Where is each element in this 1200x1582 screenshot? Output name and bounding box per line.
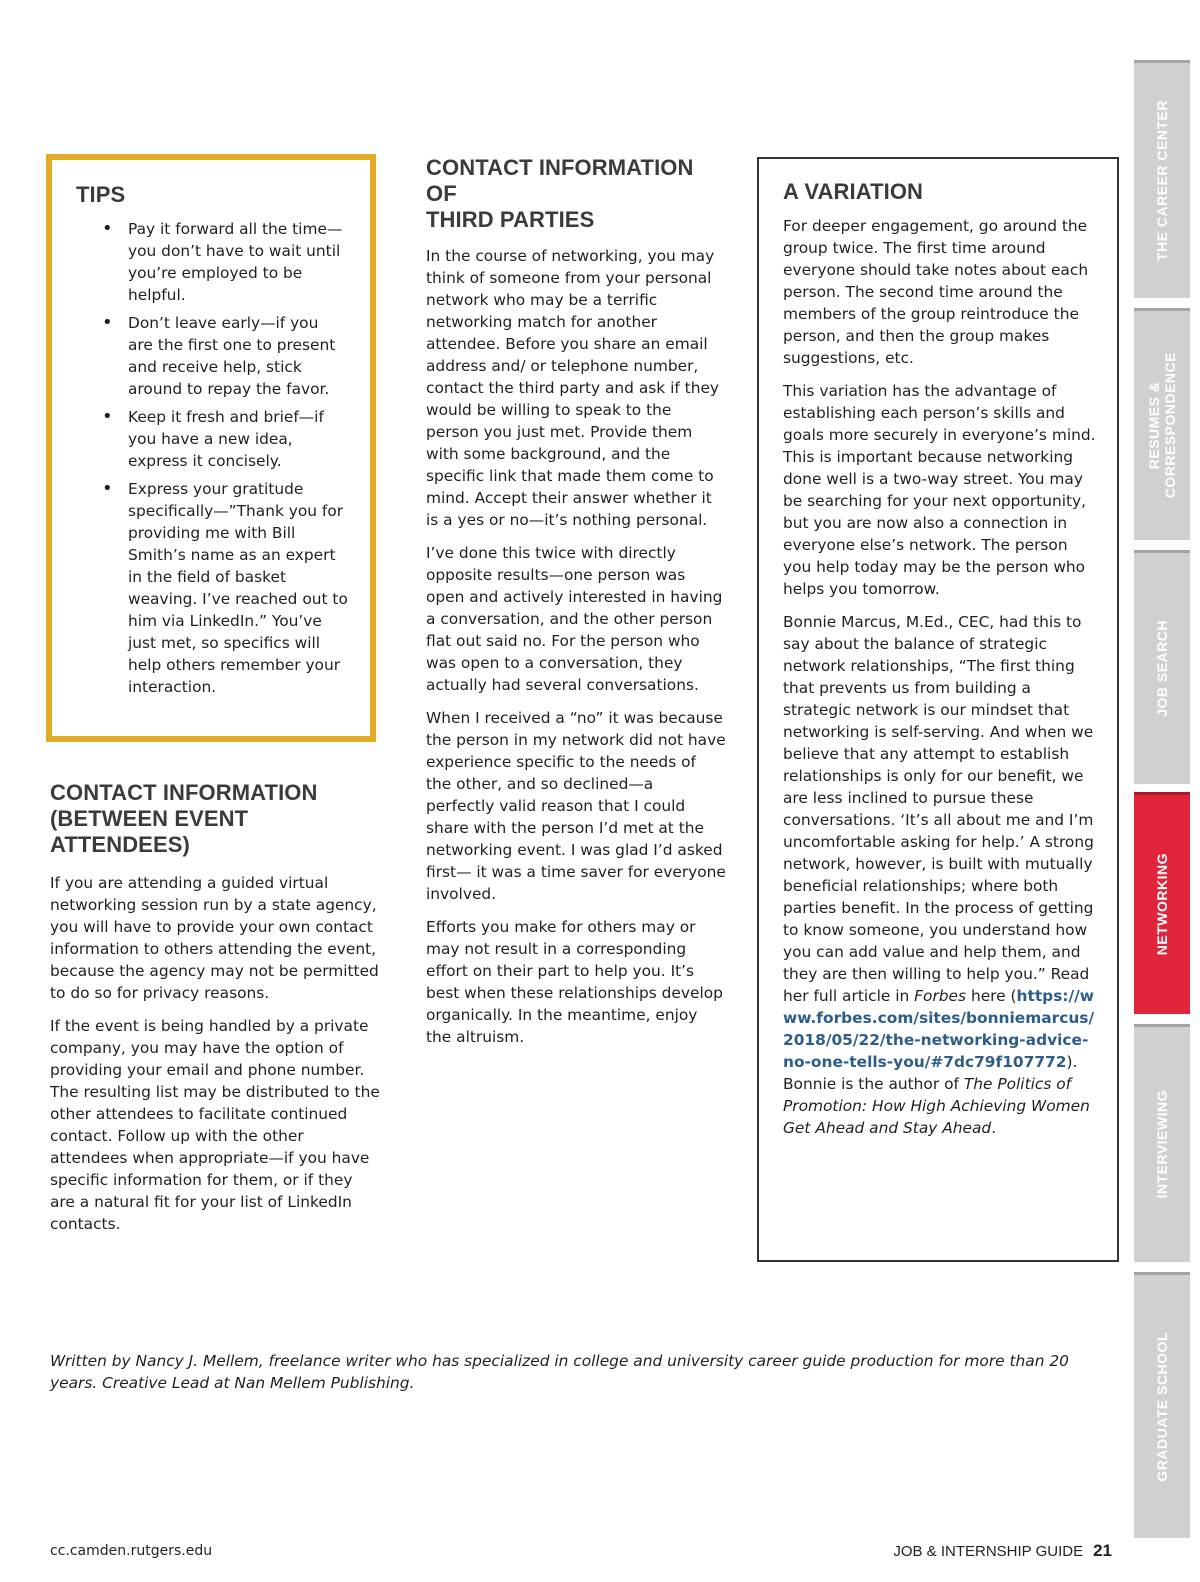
tip-item: • Don’t leave early—if you are the first one to present and receive help, stick around to repay the favor. [128,312,348,400]
paragraph: In the course of networking, you may think of someone from your personal network who may be a terrific networking match for another attendee. Before you share an email address and/ or telephone number, contact the third party and ask if they would be willing to speak to the person you just met. Provide them with some background, and the specific link that made them come to mind. Accept their answer whether it is a yes or no—it’s nothing personal. [426,247,720,529]
third-parties-heading [426,155,726,233]
paragraph: If you are attending a guided virtual networking session run by a state agency, you will have to provide your own contact information to others attending the event, because the agency may not be permitted to do so for privacy reasons. [50,874,379,1002]
contact-attendees-body [50,872,380,1235]
heading-line: (BETWEEN EVENT ATTENDEES) [50,806,249,857]
publication-name: Forbes [914,987,967,1005]
heading-line: CONTACT INFORMATION OF [426,155,694,206]
end-punct: . [991,1119,997,1137]
tab-resumes-correspondence[interactable] [1134,308,1190,540]
tab-label: GRADUATE SCHOOL [1154,1331,1170,1482]
tab-label: THE CAREER CENTER [1154,100,1170,261]
contact-attendees-section [50,780,380,1246]
third-parties-body [426,245,726,1048]
tips-box [46,154,376,742]
after-link-text: ). Bonnie is the author of [783,1053,1078,1093]
variation-body [783,215,1097,1139]
footer-guide [893,1541,1112,1561]
contact-attendees-heading [50,780,380,858]
tab-networking[interactable] [1134,792,1190,1014]
quote-paragraph [783,611,1097,1139]
guide-title: JOB & INTERNSHIP GUIDE [893,1543,1084,1560]
third-parties-section [426,155,726,1059]
variation-heading: A VARIATION [783,179,924,204]
paragraph: When I received a “no” it was because the person in my network did not have experience specific to the needs of the other, and so declined—a perfectly valid reason that I could share with the person I’d met at the networking event. I was glad I’d asked first— it was a time saver for everyone involved. [426,709,726,903]
paragraph: Efforts you make for others may or may not result in a corresponding effort on their part to help you. It’s best when these relationships develop organically. In the meantime, enjoy the altruism. [426,918,723,1046]
tips-list [76,218,348,698]
tab-the-career-center[interactable] [1134,60,1190,298]
book-title: The Politics of Promotion: How High Achieving Women Get Ahead and Stay Ahead [783,1075,1090,1137]
footer-url: cc.camden.rutgers.edu [50,1543,213,1559]
tips-heading: TIPS [76,182,126,207]
read-prefix: Read her full article in [783,965,1090,1005]
tip-item: • Keep it fresh and brief—if you have a new idea, express it concisely. [128,406,348,472]
variation-box [757,157,1119,1262]
tab-label: RESUMES & CORRESPONDENCE [1146,352,1178,499]
author-credit: Written by Nancy J. Mellem, freelance writer who has specialized in college and university career guide production for more than 20 years. Creative Lead at Nan Mellem Publishing. [50,1352,1069,1392]
tip-item: • Pay it forward all the time—you don’t have to wait until you’re employed to be helpful. [128,218,348,306]
tab-label: INTERVIEWING [1154,1090,1170,1199]
tab-label: NETWORKING [1154,853,1170,956]
tab-label: JOB SEARCH [1154,620,1170,717]
tab-graduate-school[interactable] [1134,1272,1190,1538]
tab-interviewing[interactable] [1134,1024,1190,1262]
heading-line: THIRD PARTIES [426,207,595,232]
paragraph: If the event is being handled by a private company, you may have the option of providing your email and phone number. The resulting list may be distributed to the other attendees to facilitate continued contact. Follow up with the other attendees when appropriate—if you have specific information for them, or if they are a natural fit for your list of LinkedIn contacts. [50,1017,380,1233]
tab-job-search[interactable] [1134,550,1190,784]
heading-line: CONTACT INFORMATION [50,780,318,805]
here-prefix: here ( [970,987,1017,1005]
forbes-article-link[interactable]: https://www.forbes.com/sites/bonniemarcus/2018/05/22/the-networking-advice-no-one-tells-you/#7dc79f107772 [783,987,1095,1071]
paragraph: I’ve done this twice with directly opposite results—one person was open and actively interested in having a conversation, and the other person flat out said no. For the person who was open to a conversation, they actually had several conversations. [426,544,723,694]
tip-item: • Express your gratitude specifically—”Thank you for providing me with Bill Smith’s name as an expert in the field of basket weaving. I’ve reached out to him via LinkedIn.” You’ve just met, so specifics will help others remember your interaction. [128,478,348,698]
paragraph: This variation has the advantage of establishing each person’s skills and goals more securely in everyone’s mind. This is important because networking done well is a two-way street. You may be searching for your next opportunity, but you are now also a connection in everyone else’s network. The person you help today may be the person who helps you tomorrow. [783,382,1096,598]
page-number: 21 [1093,1541,1112,1560]
paragraph: For deeper engagement, go around the group twice. The first time around everyone should take notes about each person. The second time around the members of the group reintroduce the person, and then the group makes suggestions, etc. [783,217,1089,367]
quote-text: Bonnie Marcus, M.Ed., CEC, had this to say about the balance of strategic network relationships, “The first thing that prevents us from building a strategic network is our mindset that networking is self-serving. And when we believe that any attempt to establish relationships is only for our benefit, we are less inclined to pursue these conversations. ‘It’s all about me and I’m uncomfortable asking for help.’ A strong network, however, is built with mutually beneficial relationships; where both parties benefit. In the process of getting to know someone, you understand how you can add value and help them, and they are then willing to help you.” [783,613,1094,983]
